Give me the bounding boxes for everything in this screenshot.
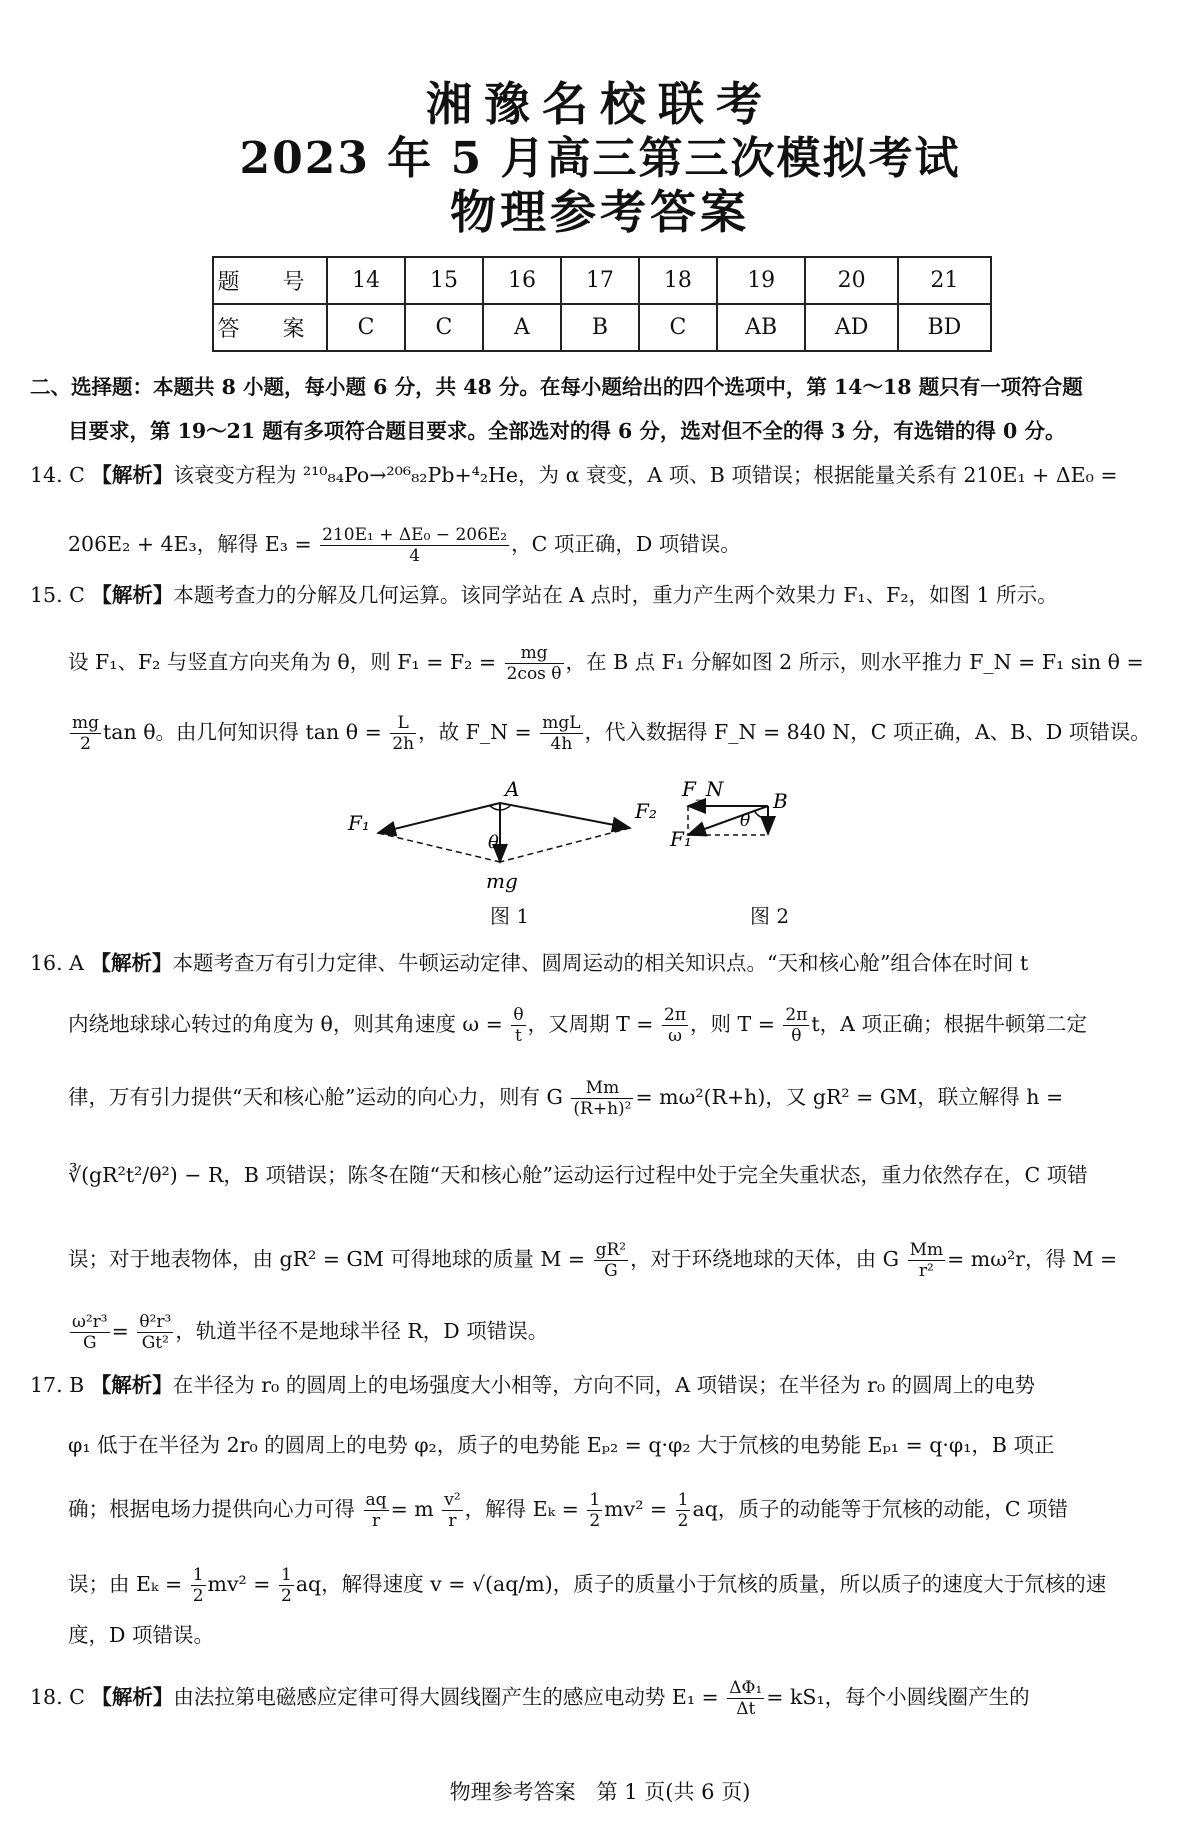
q16-text: ，轨道半径不是地球半径 R，D 项错误。 [175,1319,549,1343]
fraction [662,1005,688,1046]
fraction-numerator: mg [505,643,564,664]
force-diagram [330,778,890,938]
q17-line [30,1370,1176,1400]
answer-cell: AB [717,304,806,351]
q16-line [68,1078,1176,1119]
answer-cell: C [327,304,405,351]
answer-cell: B [561,304,639,351]
figure-1 [347,778,657,893]
fraction-denominator: 2 [80,734,91,754]
answer-cell: C [639,304,717,351]
fraction [540,713,582,754]
q16-text: ，则 T = [690,1012,775,1036]
fraction-denominator: 2h [392,734,415,754]
fraction-denominator: r [448,1511,457,1531]
q15-text: ，在 B 点 F₁ 分解如图 2 所示，则水平推力 F_N = F₁ sin θ = [565,650,1144,674]
fraction-denominator: G [83,1333,97,1353]
q17-text: mv² = [207,1572,271,1596]
fraction-numerator: θ [513,1005,524,1025]
q15-text: ，故 F_N = [418,720,532,744]
f1-vector-b [688,806,768,835]
answer-key-title: 物理参考答案 [450,185,750,239]
f2-label: F₂ [635,799,657,823]
q17-line: 度，D 项错误。 [68,1623,214,1647]
q17-text: 确；根据电场力提供向心力可得 [68,1497,355,1521]
fraction-numerator: 2π [785,1005,808,1025]
fraction-denominator: (R+h)² [573,1099,632,1119]
q14-text: ，C 项正确，D 项错误。 [511,532,741,556]
fraction-denominator: r [371,1511,381,1531]
fraction-numerator: Mm [909,1240,944,1260]
q16-text: t，A 项正确；根据牛顿第二定 [811,1012,1087,1036]
q18-text: 由法拉第电磁感应定律可得大圆线圈产生的感应电动势 E₁ = [173,1685,719,1709]
question-number: 20 [805,257,897,304]
figure-1-caption: 图 1 [490,904,530,928]
q17-line [68,1490,1176,1531]
q17-line: φ₁ 低于在半径为 2r₀ 的圆周上的电势 φ₂，质子的电势能 Eₚ₂ = q·φ₂ 大于氘核的电势能 Eₚ₁ = q·φ₁，B 项正 [68,1433,1055,1457]
q17-line [68,1565,1176,1606]
fraction-numerator: 1 [589,1490,601,1510]
answer-cell: BD [898,304,991,351]
fraction [594,1240,629,1281]
analysis-tag: 【解析】 [91,1685,174,1709]
f1-label: F₁ [348,811,370,835]
dashed-line [378,833,500,862]
question-number: 19 [717,257,806,304]
fn-label: F_N [682,778,724,801]
fraction-denominator: G [604,1261,618,1281]
q16-text: 内绕地球球心转过的角度为 θ，则其角速度 ω = [68,1012,503,1036]
fraction-numerator: Mm [571,1078,633,1099]
fraction-numerator: 1 [192,1565,204,1585]
answer-table [212,256,992,352]
q14-text: 该衰变方程为 ²¹⁰₈₄Po→²⁰⁶₈₂Pb+⁴₂He，为 α 衰变，A 项、B 项错误；根据能量关系有 210E₁ + ΔE₀ = [173,463,1118,487]
q16-line [68,1005,1176,1046]
fraction-numerator: mgL [542,713,581,733]
equals-sign: = [111,1319,129,1343]
q15-text: tan θ。由几何知识得 tan θ = [103,720,382,744]
fraction-numerator: 2π [664,1005,686,1025]
fraction-numerator: 210E₁ + ΔE₀ − 206E₂ [322,525,508,545]
q15-line [68,713,1176,754]
fraction-denominator: θ [791,1026,802,1046]
fraction-numerator: θ²r³ [139,1312,172,1332]
q15-text: 设 F₁、F₂ 与竖直方向夹角为 θ，则 F₁ = F₂ = [68,650,497,674]
analysis-tag: 【解析】 [91,463,174,487]
fraction [70,1312,110,1353]
fraction-numerator: ω²r³ [72,1312,108,1332]
answer-row [213,304,991,351]
question-number: 18 [639,257,717,304]
q16-text: ，又周期 T = [527,1012,654,1036]
q18-text: = kS₁，每个小圆线圈产生的 [766,1685,1030,1709]
dashed-line [500,828,630,862]
analysis-tag: 【解析】 [91,583,174,607]
q16-line [68,1312,1176,1353]
q16-text: ，对于环绕地球的天体，由 G [630,1247,900,1271]
fraction-numerator: 1 [677,1490,689,1510]
q17-number: 17. B [30,1373,85,1397]
fraction [191,1565,206,1606]
f1b-label: F₁ [670,827,692,851]
fraction [587,1490,602,1531]
q15-text: 本题考查力的分解及几何运算。该同学站在 A 点时，重力产生两个效果力 F₁、F₂，如图 1 所示。 [173,583,1058,607]
answer-cell: A [483,304,561,351]
q16-line [68,1240,1176,1281]
exam-org-title: 湘豫名校联考 [426,77,774,131]
theta-label: θ [488,832,499,853]
row-label: 题 号 [213,257,327,304]
q16-text: 误；对于地表物体，由 gR² = GM 可得地球的质量 M = [68,1247,586,1271]
fraction [571,1078,633,1119]
q17-text: aq，质子的动能等于氘核的动能，C 项错 [692,1497,1069,1521]
q15-number: 15. C [30,583,85,607]
fraction-denominator: ω [668,1026,682,1046]
question-number-row [213,257,991,304]
section-intro-line: 二、选择题：本题共 8 小题，每小题 6 分，共 48 分。在每小题给出的四个选项中，第 14～18 题只有一项符合题 [30,375,1083,399]
fraction-numerator: aq [365,1490,387,1510]
fraction [505,643,564,684]
fraction-denominator: 4 [409,546,421,566]
section-intro-line: 目要求，第 19～21 题有多项符合题目要求。全部选对的得 6 分，选对但不全的得 3 分，有选错的得 0 分。 [68,419,1066,443]
fraction [137,1312,173,1353]
q14-text: 206E₂ + 4E₃，解得 E₃ = [68,532,312,556]
q16-text: 律，万有引力提供“天和核心舱”运动的向心力，则有 G [68,1085,563,1109]
question-number: 14 [327,257,405,304]
q17-text: = m [390,1497,434,1521]
fraction [279,1565,294,1606]
q16-line [30,948,1176,978]
fraction [390,713,416,754]
question-number: 17 [561,257,639,304]
fraction [676,1490,691,1531]
fraction-denominator: r² [918,1261,934,1281]
fraction-denominator: Gt² [141,1333,169,1353]
question-number: 21 [898,257,991,304]
answer-cell: C [405,304,483,351]
q16-text: 本题考查万有引力定律、牛顿运动定律、圆周运动的相关知识点。“天和核心舱”组合体在时间 t [172,951,1029,975]
question-number: 15 [405,257,483,304]
q16-number: 16. A [30,951,84,975]
fraction-numerator: mg [72,713,100,733]
q15-line [30,580,1176,610]
point-a-label: A [505,778,520,801]
q16-text: = mω²r，得 M = [947,1247,1118,1271]
figure-2-caption: 图 2 [750,904,790,928]
question-number: 16 [483,257,561,304]
fraction-numerator: gR² [595,1240,627,1260]
q16-text: = mω²(R+h)，又 gR² = GM，联立解得 h = [635,1085,1064,1109]
q17-text: 在半径为 r₀ 的圆周上的电场强度大小相等，方向不同，A 项错误；在半径为 r₀ 的圆周上的电势 [172,1373,1036,1397]
fraction-numerator: L [390,713,416,734]
answer-cell: AD [805,304,897,351]
fraction-denominator: 2 [677,1511,689,1531]
point-b-label: B [773,789,788,813]
q16-line: ∛(gR²t²/θ²) − R，B 项错误；陈冬在随“天和核心舱”运动运行过程中处于完全失重状态，重力依然存在，C 项错 [68,1163,1088,1187]
analysis-tag: 【解析】 [90,951,173,975]
fraction-numerator: 1 [280,1565,292,1585]
q17-text: 误；由 Eₖ = [68,1572,183,1596]
fraction [442,1490,462,1531]
fraction-denominator: 2 [589,1511,601,1531]
fraction [783,1005,809,1046]
row-label: 答 案 [213,304,327,351]
q18-line [30,1678,1176,1719]
q15-line [68,643,1176,684]
exam-name-title: 2023 年 5 月高三第三次模拟考试 [239,133,961,184]
fraction-numerator: ΔΦ₁ [729,1678,763,1698]
fraction [908,1240,946,1281]
q17-text: ，解得 Eₖ = [464,1497,579,1521]
fraction [70,713,101,754]
f2-vector [500,803,630,828]
fraction-denominator: Δt [736,1699,756,1719]
q17-text: mv² = [604,1497,668,1521]
analysis-tag: 【解析】 [90,1373,173,1397]
energy-fraction [320,525,509,566]
fraction [364,1490,389,1531]
fraction-denominator: 2 [280,1586,292,1606]
fraction-numerator: v² [444,1490,461,1510]
page-footer: 物理参考答案 第 1 页(共 6 页) [449,1780,751,1804]
fraction-denominator: 2 [192,1586,204,1606]
q18-number: 18. C [30,1685,85,1709]
q15-text: ，代入数据得 F_N = 840 N，C 项正确，A、B、D 项错误。 [584,720,1151,744]
f1-vector [378,803,500,833]
q14-line [68,525,1176,566]
q14-line [30,460,1176,490]
fraction [727,1678,764,1719]
q14-number: 14. C [30,463,85,487]
q17-text: aq，解得速度 v = √(aq/m)，质子的质量小于氘核的质量，所以质子的速度大于氘核的速 [295,1572,1107,1596]
fraction-denominator: 2cos θ [506,664,562,684]
fraction-denominator: 4h [550,734,573,754]
fraction-denominator: t [515,1026,522,1046]
theta2-label: θ [740,811,751,831]
fraction [511,1005,525,1046]
figure-2 [669,778,788,851]
mg-label: mg [486,869,518,893]
